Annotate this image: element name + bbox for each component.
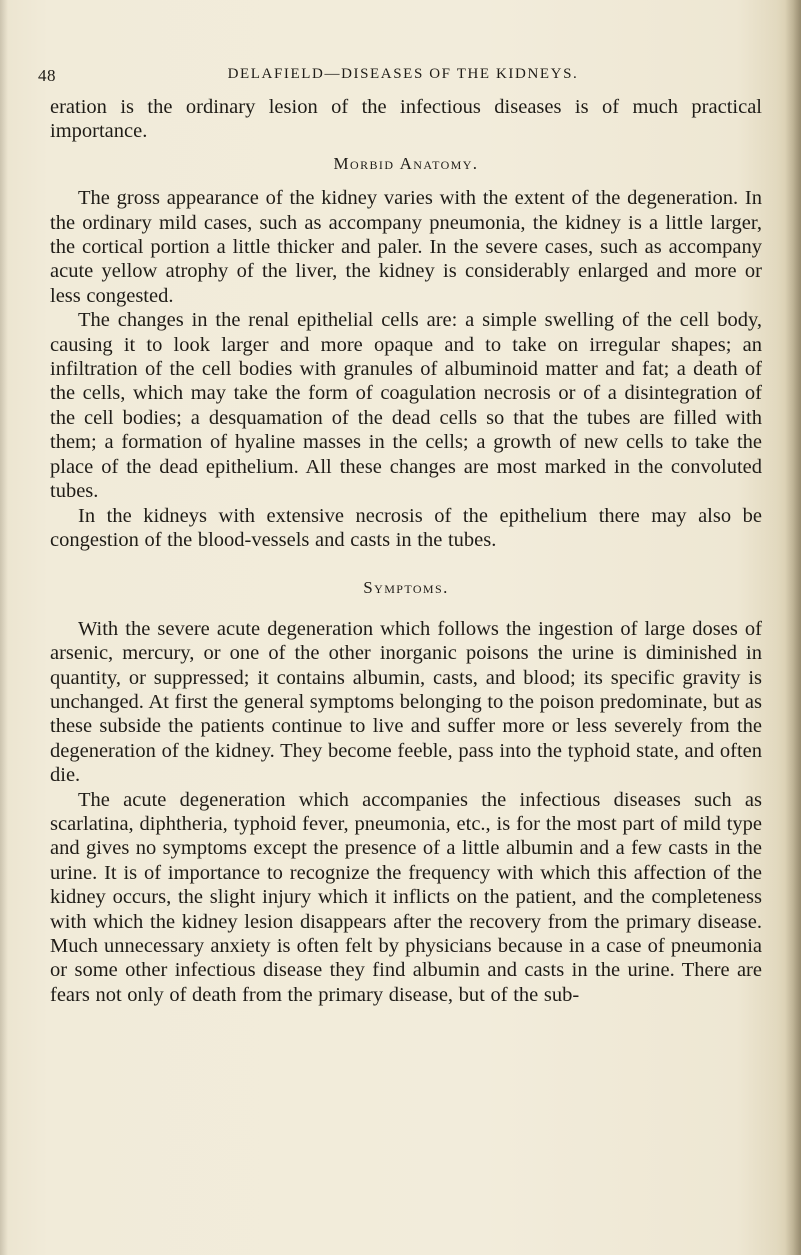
page-number: 48 (38, 66, 56, 85)
page-text (50, 95, 762, 1007)
paragraph-gross-appearance: The gross appearance of the kidney varies with the extent of the degeneration. In the ordinary mild cases, such as accompany pneumonia, the kidney is a little larger, the cortical portion a little thicker and paler. In the severe cases, such as accompany acute yellow atrophy of the liver, the kidney is considerably enlarged and more or less congested. (50, 187, 762, 307)
page-right-edge (785, 0, 801, 1255)
paragraph-necrosis: In the kidneys with extensive necrosis of the epithelium there may also be congestion of the blood-vessels and casts in the tubes. (50, 504, 762, 551)
page-left-shadow (0, 0, 8, 1255)
running-head: DELAFIELD—DISEASES OF THE KIDNEYS. (227, 66, 579, 82)
paragraph-infectious-degeneration: The acute degeneration which accompanies the infectious diseases such as scarlatina, diphtheria, typhoid fever, pneumonia, etc., is for the most part of mild type and gives no symptoms except the presence of a little albumin and a few casts in the urine. It is of importance to recognize the frequency with which this affection of the kidney occurs, the slight injury which it inflicts on the patient, and the completeness with which the kidney lesion disappears after the recovery from the primary disease. Much unnecessary anxiety is often felt by physicians because in a case of pneumonia or some other infectious disease they find albumin and casts in the urine. There are fears not only of death from the primary disease, but of the sub- (50, 788, 762, 1006)
paragraph-continuation: eration is the ordinary lesion of the infectious diseases is of much practical importance. (50, 96, 762, 143)
section-heading-morbid-anatomy: Morbid Anatomy. (333, 153, 479, 173)
paragraph-severe-degeneration: With the severe acute degeneration which follows the ingestion of large doses of arsenic, mercury, or one of the other inorganic poisons the urine is diminished in quantity, or suppressed; it contains albumin, casts, and blood; its specific gravity is unchanged. At first the general symptoms belonging to the poison predominate, but as these subside the patients continue to live and suffer more or less severely from the degeneration of the kidney. They become feeble, pass into the typhoid state, and often die. (50, 617, 762, 787)
page-header (38, 66, 768, 88)
section-heading-symptoms: Symptoms. (363, 578, 449, 598)
paragraph-epithelial-changes: The changes in the renal epithelial cells are: a simple swelling of the cell body, causing it to look larger and more opaque and to take on irregular shapes; an infiltration of the cell bodies with granules of albuminoid matter and fat; a death of the cells, which may take the form of coagulation necrosis or of a disintegration of the cell bodies; a desquamation of the dead cells so that the tubes are filled with them; a formation of hyaline masses in the cells; a growth of new cells to take the place of the dead epithelium. All these changes are most marked in the convoluted tubes. (50, 309, 762, 503)
